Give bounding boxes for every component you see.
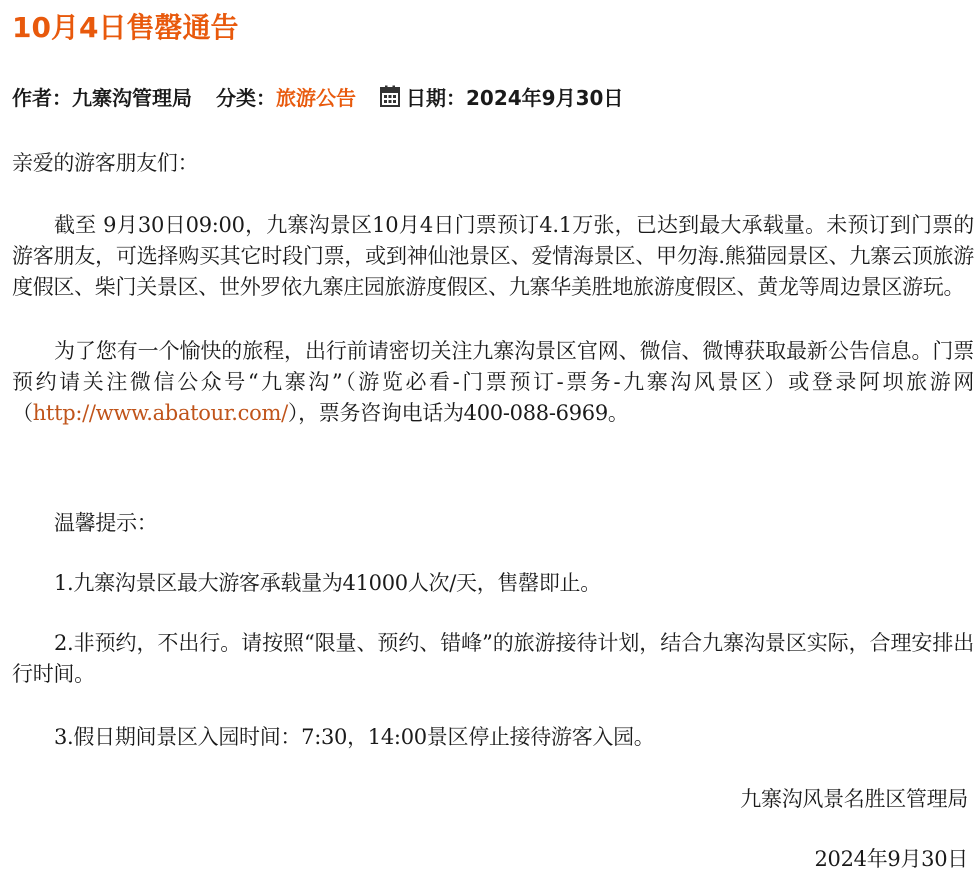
publish-date: 2024年9月30日 [466,85,624,110]
author-label: 作者： [12,85,72,110]
tip-item-2: 2.非预约，不出行。请按照“限量、预约、错峰”的旅游接待计划，结合九寨沟景区实际，合理安排出行时间。 [12,631,974,686]
signature: 九寨沟风景名胜区管理局 [740,787,968,811]
article-title: 10月4日售罄通告 [12,11,239,44]
paragraph-info [12,336,974,429]
paragraph-capacity: 截至 9月30日09:00，九寨沟景区10月4日门票预订4.1万张，已达到最大承载量。未预订到门票的游客朋友，可选择购买其它时段门票，或到神仙池景区、爱情海景区、甲勿海.熊猫园景区、九寨云顶旅游度假区、柴门关景区、世外罗依九寨庄园旅游度假区、九寨华美胜地旅游度假区、黄龙等周边景区游玩。 [12,213,974,299]
calendar-icon [380,85,400,107]
date-label: 日期： [406,85,466,110]
greeting: 亲爱的游客朋友们： [12,151,199,175]
tips-title: 温馨提示： [54,511,158,535]
category-label: 分类： [216,85,276,110]
paragraph-info-text-before: 为了您有一个愉快的旅程，出行前请密切关注九寨沟景区官网、微信、微博获取最新公告信息。门票预约请关注微信公众号“九寨沟”（游览必看-门票预订-票务-九寨沟风景区）或登录阿坝旅游网（ [12,339,974,425]
tip-item-1: 1.九寨沟景区最大游客承载量为41000人次/天，售罄即止。 [54,571,601,595]
author-name: 九寨沟管理局 [72,85,192,110]
abatour-link[interactable]: http://www.abatour.com/ [32,401,288,425]
paragraph-info-text-after: ），票务咨询电话为400-088-6969。 [287,401,629,425]
category-link[interactable]: 旅游公告 [276,85,356,110]
signature-date: 2024年9月30日 [814,847,968,871]
article-meta [12,78,623,114]
tip-item-3: 3.假日期间景区入园时间：7:30，14:00景区停止接待游客入园。 [54,725,655,749]
